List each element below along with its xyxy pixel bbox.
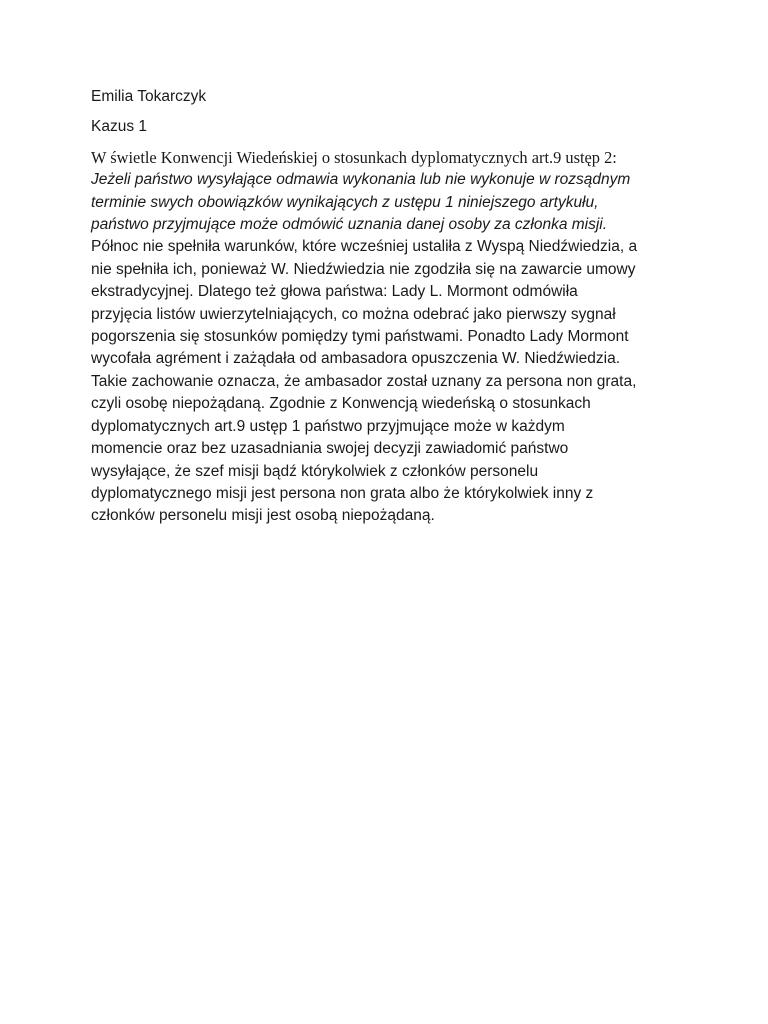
case-body xyxy=(91,147,691,528)
body-line: wycofała agrément i zażądała od ambasadora opuszczenia W. Niedźwiedzia. xyxy=(91,350,621,368)
quote-line: państwo przyjmujące może odmówić uznania danej osoby za członka misji. xyxy=(91,216,608,234)
case-heading: Kazus 1 xyxy=(91,118,148,136)
document-content xyxy=(91,86,691,536)
body-line: dyplomatycznego misji jest persona non grata albo że którykolwiek inny z xyxy=(91,484,594,502)
author-name: Emilia Tokarczyk xyxy=(91,88,207,105)
body-line: Takie zachowanie oznacza, że ambasador został uznany za persona non grata, xyxy=(91,372,637,390)
quote-line: Jeżeli państwo wysyłające odmawia wykonania lub nie wykonuje w rozsądnym xyxy=(91,171,631,189)
body-line: nie spełniła ich, ponieważ W. Niedźwiedzia nie zgodziła się na zawarcie umowy xyxy=(91,260,636,278)
body-line: członków personelu misji jest osobą niepożądaną. xyxy=(91,507,435,525)
quote-line: terminie swych obowiązków wynikających z ustępu 1 niniejszego artykułu, xyxy=(91,193,599,211)
body-line: pogorszenia się stosunków pomiędzy tymi państwami. Ponadto Lady Mormont xyxy=(91,328,629,346)
body-line: dyplomatycznych art.9 ustęp 1 państwo przyjmujące może w każdym xyxy=(91,417,565,435)
body-line: momencie oraz bez uzasadniania swojej decyzji zawiadomić państwo xyxy=(91,440,569,458)
body-line: czyli osobę niepożądaną. Zgodnie z Konwencją wiedeńską o stosunkach xyxy=(91,395,591,413)
body-line: Północ nie spełniła warunków, które wcześniej ustaliła z Wyspą Niedźwiedzia, a xyxy=(91,238,638,256)
body-line: przyjęcia listów uwierzytelniających, co można odebrać jako pierwszy sygnał xyxy=(91,305,616,323)
body-line: ekstradycyjnej. Dlatego też głowa państwa: Lady L. Mormont odmówiła xyxy=(91,283,578,301)
intro-line: W świetle Konwencji Wiedeńskiej o stosunkach dyplomatycznych art.9 ustęp 2: xyxy=(91,147,617,167)
body-line: wysyłające, że szef misji bądź którykolwiek z członków personelu xyxy=(91,462,539,480)
